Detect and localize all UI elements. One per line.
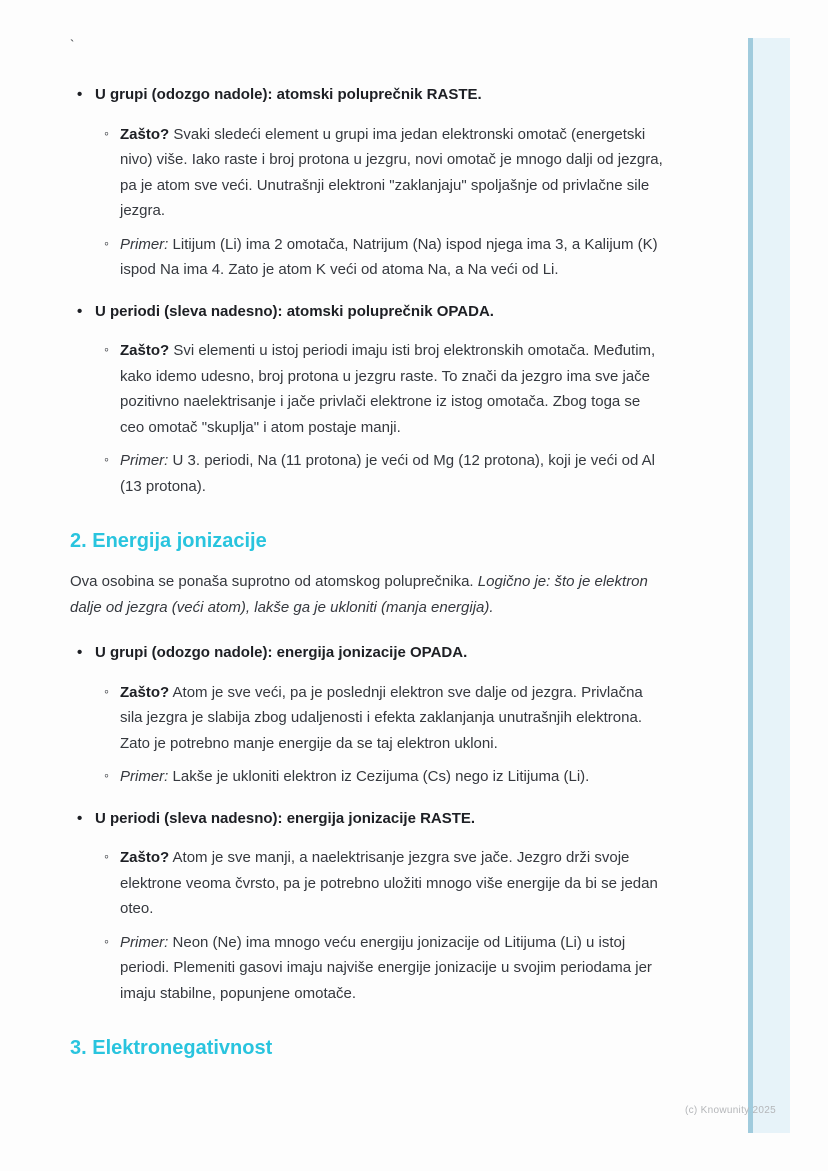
why-paragraph — [120, 845, 664, 922]
list-item-group-rule — [70, 82, 664, 283]
why-label: Zašto? — [120, 342, 170, 359]
example-text: Neon (Ne) ima mnogo veću energiju jonizacije od Litijuma (Li) u istoj periodi. Plemeniti gasovi imaju najviše energije jonizacije u svojim periodama jer imaju stabilne, popunjene omotače. — [120, 933, 652, 1002]
stray-mark: ` — [70, 37, 75, 52]
why-label: Zašto? — [120, 849, 170, 866]
why-paragraph — [120, 680, 664, 757]
list-item-period-rule — [70, 806, 664, 1007]
list-item-group-rule — [70, 640, 664, 790]
example-paragraph — [120, 448, 664, 499]
ionization-intro — [70, 569, 664, 620]
list-subitem-why — [95, 338, 664, 440]
example-paragraph — [120, 930, 664, 1007]
example-label: Primer: — [120, 235, 169, 253]
example-text: U 3. periodi, Na (11 protona) je veći od Mg (12 protona), koji je veći od Al (13 protona). — [120, 452, 655, 495]
example-text: Litijum (Li) ima 2 omotača, Natrijum (Na) ispod njega ima 3, a Kalijum (K) ispod Na ima 4. Zato je atom K veći od atoma Na, a Na veći od Li. — [120, 235, 658, 278]
watermark: (c) Knowunity 2025 — [684, 1105, 776, 1116]
section-heading-ionization: 2. Energija jonizacije — [70, 530, 267, 552]
list-subitem-why — [95, 680, 664, 757]
section-heading-electronegativity: 3. Elektronegativnost — [70, 1037, 273, 1059]
example-text: Lakše je ukloniti elektron iz Cezijuma (Cs) nego iz Litijuma (Li). — [172, 768, 590, 785]
why-text: Atom je sve manji, a naelektrisanje jezgra sve jače. Jezgro drži svoje elektrone veoma čvrsto, pa je potrebno uložiti mnogo više energije da bi se jedan oteo. — [120, 849, 658, 917]
intro-regular-text: Ova osobina se ponaša suprotno od atomskog poluprečnika. — [70, 573, 474, 590]
sub-list — [95, 122, 664, 283]
why-label: Zašto? — [120, 125, 170, 143]
why-text: Svi elementi u istoj periodi imaju isti broj elektronskih omotača. Međutim, kako idemo udesno, broj protona u jezgru raste. To znači da jezgro ima sve jače pozitivno naelektrisanje i jače privlači elektrone iz istog omotača. Zbog toga se ceo omotač "skuplja" i atom postaje manji. — [120, 342, 656, 436]
why-text: Svaki sledeći element u grupi ima jedan elektronski omotač (energetski nivo) više. Iako raste i broj protona u jezgru, novi omotač je mnogo dalji od jezgra, pa je atom sve veći. Unutrašnji elektroni "zaklanjaju" spoljašnje od privlačne sile jezgra. — [120, 125, 663, 219]
atomic-radius-list — [70, 82, 664, 499]
bullet-title: • U grupi (odozgo nadole): energija jonizacije OPADA. — [95, 644, 468, 661]
example-label: Primer: — [120, 933, 169, 951]
bullet-title: • U periodi (sleva nadesno): energija jonizacije RASTE. — [95, 809, 476, 827]
list-subitem-why — [95, 122, 664, 224]
example-paragraph — [120, 232, 664, 283]
list-subitem-example — [95, 764, 664, 790]
intro-italic-text: Logično je: što je elektron dalje od jezgra (veći atom), lakše ga je ukloniti (manja energija). — [70, 573, 648, 616]
bullet-title: • U periodi (sleva nadesno): atomski poluprečnik OPADA. — [95, 302, 494, 320]
sub-list — [95, 680, 664, 790]
bullet-title: • U grupi (odozgo nadole): atomski poluprečnik RASTE. — [95, 86, 482, 103]
why-paragraph — [120, 122, 664, 224]
list-subitem-why — [95, 845, 664, 922]
why-text: Atom je sve veći, pa je poslednji elektron sve dalje od jezgra. Privlačna sila jezgra je slabija zbog udaljenosti i efekta zaklanjanja unutrašnjih elektrona. Zato je potrebno manje energije da se taj elektron ukloni. — [120, 683, 643, 752]
ionization-energy-list — [70, 640, 664, 1006]
list-item-period-rule — [70, 299, 664, 500]
example-label: Primer: — [120, 768, 169, 785]
sub-list — [95, 845, 664, 1006]
why-paragraph — [120, 338, 664, 440]
sub-list — [95, 338, 664, 499]
why-label: Zašto? — [120, 683, 170, 701]
example-label: Primer: — [120, 452, 169, 469]
example-paragraph — [120, 764, 664, 790]
list-subitem-example — [95, 930, 664, 1007]
list-subitem-example — [95, 448, 664, 499]
list-subitem-example — [95, 232, 664, 283]
